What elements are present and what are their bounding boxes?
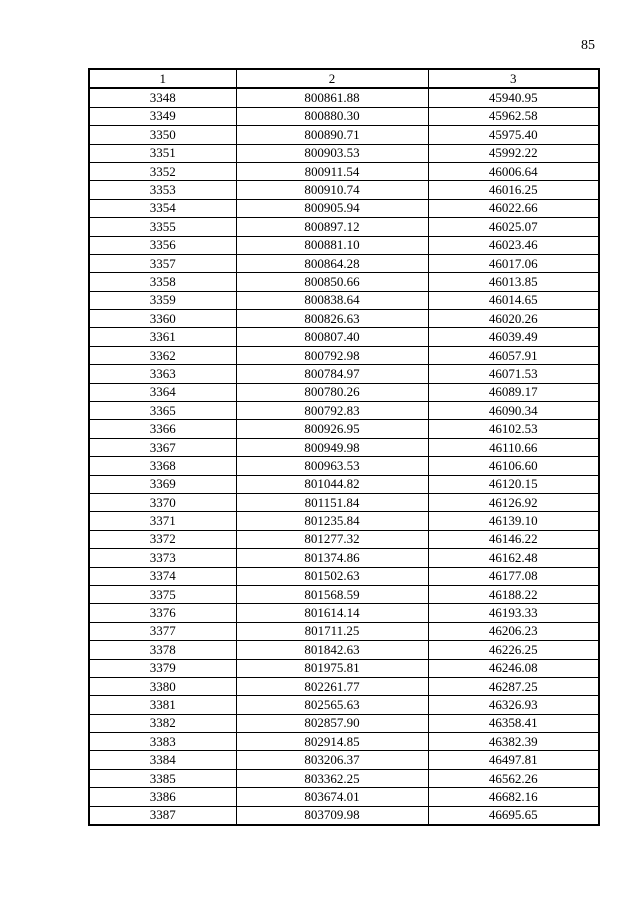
x-coordinate-cell: 800784.97 xyxy=(236,365,428,383)
table-row xyxy=(89,530,599,548)
point-number-cell: 3354 xyxy=(89,199,236,217)
x-coordinate-cell: 800926.95 xyxy=(236,420,428,438)
point-number-cell: 3353 xyxy=(89,181,236,199)
x-coordinate-cell: 803362.25 xyxy=(236,769,428,787)
point-number-cell: 3372 xyxy=(89,530,236,548)
y-coordinate-cell: 46089.17 xyxy=(428,383,599,401)
table-row xyxy=(89,328,599,346)
point-number-cell: 3386 xyxy=(89,788,236,806)
x-coordinate-cell: 801502.63 xyxy=(236,567,428,585)
x-coordinate-cell: 801235.84 xyxy=(236,512,428,530)
y-coordinate-cell: 46326.93 xyxy=(428,696,599,714)
y-coordinate-cell: 46025.07 xyxy=(428,218,599,236)
x-coordinate-cell: 800897.12 xyxy=(236,218,428,236)
y-coordinate-cell: 46188.22 xyxy=(428,585,599,603)
table-row xyxy=(89,144,599,162)
y-coordinate-cell: 46110.66 xyxy=(428,438,599,456)
point-number-cell: 3379 xyxy=(89,659,236,677)
y-coordinate-cell: 46006.64 xyxy=(428,162,599,180)
y-coordinate-cell: 45975.40 xyxy=(428,126,599,144)
y-coordinate-cell: 46017.06 xyxy=(428,254,599,272)
table-row xyxy=(89,218,599,236)
x-coordinate-cell: 802914.85 xyxy=(236,733,428,751)
y-coordinate-cell: 46562.26 xyxy=(428,769,599,787)
x-coordinate-cell: 800911.54 xyxy=(236,162,428,180)
point-number-cell: 3381 xyxy=(89,696,236,714)
x-coordinate-cell: 800890.71 xyxy=(236,126,428,144)
point-number-cell: 3369 xyxy=(89,475,236,493)
point-number-cell: 3373 xyxy=(89,549,236,567)
table-row xyxy=(89,788,599,806)
y-coordinate-cell: 46177.08 xyxy=(428,567,599,585)
x-coordinate-cell: 800850.66 xyxy=(236,273,428,291)
y-coordinate-cell: 46039.49 xyxy=(428,328,599,346)
y-coordinate-cell: 46382.39 xyxy=(428,733,599,751)
point-number-cell: 3383 xyxy=(89,733,236,751)
table-row xyxy=(89,310,599,328)
point-number-cell: 3359 xyxy=(89,291,236,309)
column-header-2: 2 xyxy=(236,69,428,88)
y-coordinate-cell: 46102.53 xyxy=(428,420,599,438)
y-coordinate-cell: 46287.25 xyxy=(428,677,599,695)
point-number-cell: 3351 xyxy=(89,144,236,162)
x-coordinate-cell: 800792.98 xyxy=(236,346,428,364)
y-coordinate-cell: 45992.22 xyxy=(428,144,599,162)
point-number-cell: 3382 xyxy=(89,714,236,732)
table-row xyxy=(89,181,599,199)
x-coordinate-cell: 801975.81 xyxy=(236,659,428,677)
table-row xyxy=(89,677,599,695)
y-coordinate-cell: 46106.60 xyxy=(428,457,599,475)
x-coordinate-cell: 800826.63 xyxy=(236,310,428,328)
y-coordinate-cell: 46497.81 xyxy=(428,751,599,769)
point-number-cell: 3378 xyxy=(89,641,236,659)
table-row xyxy=(89,659,599,677)
y-coordinate-cell: 46023.46 xyxy=(428,236,599,254)
x-coordinate-cell: 801044.82 xyxy=(236,475,428,493)
y-coordinate-cell: 46090.34 xyxy=(428,402,599,420)
point-number-cell: 3350 xyxy=(89,126,236,144)
x-coordinate-cell: 800861.88 xyxy=(236,88,428,107)
table-row xyxy=(89,236,599,254)
table-row xyxy=(89,512,599,530)
table-row xyxy=(89,438,599,456)
point-number-cell: 3370 xyxy=(89,493,236,511)
coordinates-table xyxy=(88,68,600,826)
table-row xyxy=(89,457,599,475)
table-row xyxy=(89,714,599,732)
point-number-cell: 3364 xyxy=(89,383,236,401)
x-coordinate-cell: 800880.30 xyxy=(236,107,428,125)
y-coordinate-cell: 46014.65 xyxy=(428,291,599,309)
x-coordinate-cell: 801568.59 xyxy=(236,585,428,603)
table-row xyxy=(89,273,599,291)
x-coordinate-cell: 800949.98 xyxy=(236,438,428,456)
page-number: 85 xyxy=(581,38,595,53)
point-number-cell: 3380 xyxy=(89,677,236,695)
x-coordinate-cell: 800910.74 xyxy=(236,181,428,199)
x-coordinate-cell: 800864.28 xyxy=(236,254,428,272)
x-coordinate-cell: 801151.84 xyxy=(236,493,428,511)
x-coordinate-cell: 800905.94 xyxy=(236,199,428,217)
table-row xyxy=(89,585,599,603)
x-coordinate-cell: 800807.40 xyxy=(236,328,428,346)
y-coordinate-cell: 46120.15 xyxy=(428,475,599,493)
y-coordinate-cell: 46013.85 xyxy=(428,273,599,291)
point-number-cell: 3367 xyxy=(89,438,236,456)
y-coordinate-cell: 46246.08 xyxy=(428,659,599,677)
point-number-cell: 3376 xyxy=(89,604,236,622)
x-coordinate-cell: 800838.64 xyxy=(236,291,428,309)
point-number-cell: 3363 xyxy=(89,365,236,383)
y-coordinate-cell: 46057.91 xyxy=(428,346,599,364)
x-coordinate-cell: 801842.63 xyxy=(236,641,428,659)
y-coordinate-cell: 46695.65 xyxy=(428,806,599,825)
point-number-cell: 3355 xyxy=(89,218,236,236)
x-coordinate-cell: 800780.26 xyxy=(236,383,428,401)
table-row xyxy=(89,641,599,659)
point-number-cell: 3362 xyxy=(89,346,236,364)
y-coordinate-cell: 46193.33 xyxy=(428,604,599,622)
y-coordinate-cell: 46016.25 xyxy=(428,181,599,199)
x-coordinate-cell: 801711.25 xyxy=(236,622,428,640)
x-coordinate-cell: 801277.32 xyxy=(236,530,428,548)
table-row xyxy=(89,383,599,401)
table-header-row xyxy=(89,69,599,88)
y-coordinate-cell: 46162.48 xyxy=(428,549,599,567)
point-number-cell: 3365 xyxy=(89,402,236,420)
table-row xyxy=(89,622,599,640)
table-row xyxy=(89,751,599,769)
point-number-cell: 3368 xyxy=(89,457,236,475)
y-coordinate-cell: 46226.25 xyxy=(428,641,599,659)
table-row xyxy=(89,420,599,438)
table-row xyxy=(89,567,599,585)
point-number-cell: 3361 xyxy=(89,328,236,346)
x-coordinate-cell: 803674.01 xyxy=(236,788,428,806)
x-coordinate-cell: 802857.90 xyxy=(236,714,428,732)
table-row xyxy=(89,365,599,383)
y-coordinate-cell: 45940.95 xyxy=(428,88,599,107)
point-number-cell: 3349 xyxy=(89,107,236,125)
y-coordinate-cell: 46139.10 xyxy=(428,512,599,530)
x-coordinate-cell: 800903.53 xyxy=(236,144,428,162)
point-number-cell: 3374 xyxy=(89,567,236,585)
point-number-cell: 3356 xyxy=(89,236,236,254)
x-coordinate-cell: 802261.77 xyxy=(236,677,428,695)
column-header-1: 1 xyxy=(89,69,236,88)
y-coordinate-cell: 46022.66 xyxy=(428,199,599,217)
table-row xyxy=(89,162,599,180)
x-coordinate-cell: 801614.14 xyxy=(236,604,428,622)
table-row xyxy=(89,806,599,825)
y-coordinate-cell: 46126.92 xyxy=(428,493,599,511)
point-number-cell: 3371 xyxy=(89,512,236,530)
table-row xyxy=(89,493,599,511)
x-coordinate-cell: 802565.63 xyxy=(236,696,428,714)
x-coordinate-cell: 803709.98 xyxy=(236,806,428,825)
table-row xyxy=(89,604,599,622)
point-number-cell: 3360 xyxy=(89,310,236,328)
table-row xyxy=(89,254,599,272)
x-coordinate-cell: 800881.10 xyxy=(236,236,428,254)
point-number-cell: 3348 xyxy=(89,88,236,107)
table-row xyxy=(89,88,599,107)
point-number-cell: 3358 xyxy=(89,273,236,291)
table-row xyxy=(89,475,599,493)
y-coordinate-cell: 46358.41 xyxy=(428,714,599,732)
x-coordinate-cell: 801374.86 xyxy=(236,549,428,567)
x-coordinate-cell: 800963.53 xyxy=(236,457,428,475)
point-number-cell: 3385 xyxy=(89,769,236,787)
point-number-cell: 3377 xyxy=(89,622,236,640)
point-number-cell: 3387 xyxy=(89,806,236,825)
table-row xyxy=(89,199,599,217)
point-number-cell: 3366 xyxy=(89,420,236,438)
table-row xyxy=(89,107,599,125)
table-row xyxy=(89,402,599,420)
x-coordinate-cell: 803206.37 xyxy=(236,751,428,769)
table-row xyxy=(89,126,599,144)
table-row xyxy=(89,549,599,567)
y-coordinate-cell: 46146.22 xyxy=(428,530,599,548)
y-coordinate-cell: 46071.53 xyxy=(428,365,599,383)
point-number-cell: 3375 xyxy=(89,585,236,603)
table-row xyxy=(89,769,599,787)
table-row xyxy=(89,696,599,714)
column-header-3: 3 xyxy=(428,69,599,88)
point-number-cell: 3384 xyxy=(89,751,236,769)
table-row xyxy=(89,346,599,364)
y-coordinate-cell: 46206.23 xyxy=(428,622,599,640)
table-row xyxy=(89,733,599,751)
point-number-cell: 3352 xyxy=(89,162,236,180)
y-coordinate-cell: 45962.58 xyxy=(428,107,599,125)
point-number-cell: 3357 xyxy=(89,254,236,272)
x-coordinate-cell: 800792.83 xyxy=(236,402,428,420)
table-row xyxy=(89,291,599,309)
y-coordinate-cell: 46020.26 xyxy=(428,310,599,328)
table-body xyxy=(89,88,599,825)
y-coordinate-cell: 46682.16 xyxy=(428,788,599,806)
